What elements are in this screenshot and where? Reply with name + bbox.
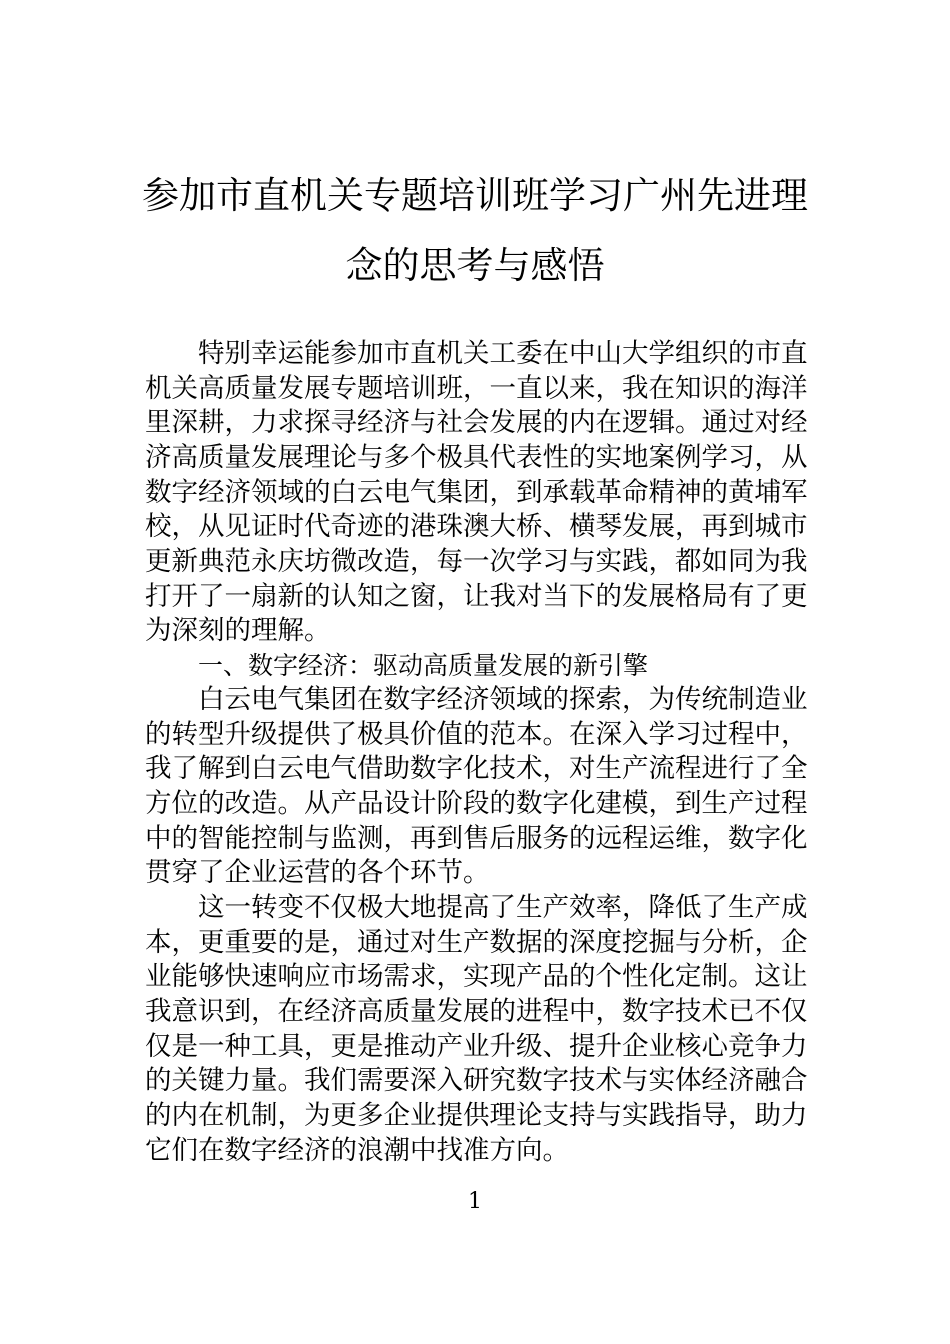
paragraph-2-line: 的转型升级提供了极具价值的范本。在深入学习过程中， — [145, 719, 808, 750]
paragraph-3-line: 它们在数字经济的浪潮中找准方向。 — [145, 1135, 569, 1166]
paragraph-2-line: 白云电气集团在数字经济领域的探索，为传统制造业 — [198, 684, 808, 715]
paragraph-1-line: 数字经济领域的白云电气集团，到承载革命精神的黄埔军 — [145, 477, 808, 508]
paragraph-1-line: 济高质量发展理论与多个极具代表性的实地案例学习，从 — [145, 442, 808, 473]
paragraph-3-line: 的关键力量。我们需要深入研究数字技术与实体经济融合 — [145, 1065, 808, 1096]
paragraph-1-line: 打开了一扇新的认知之窗，让我对当下的发展格局有了更 — [145, 581, 808, 612]
paragraph-2-line: 方位的改造。从产品设计阶段的数字化建模，到生产过程 — [145, 788, 808, 819]
paragraph-3-line: 的内在机制，为更多企业提供理论支持与实践指导，助力 — [145, 1100, 808, 1131]
paragraph-3-line: 这一转变不仅极大地提高了生产效率，降低了生产成 — [198, 892, 808, 923]
paragraph-1-line: 特别幸运能参加市直机关工委在中山大学组织的市直 — [198, 338, 808, 369]
paragraph-2-line: 贯穿了企业运营的各个环节。 — [145, 857, 490, 888]
document-title-line-1: 参加市直机关专题培训班学习广州先进理 — [142, 174, 808, 217]
paragraph-3-line: 我意识到，在经济高质量发展的进程中，数字技术已不仅 — [145, 996, 808, 1027]
paragraph-1-line: 机关高质量发展专题培训班，一直以来，我在知识的海洋 — [145, 373, 808, 404]
paragraph-1-line: 为深刻的理解。 — [145, 615, 331, 646]
section-heading: 一、数字经济：驱动高质量发展的新引擎 — [198, 651, 649, 680]
paragraph-3-line: 业能够快速响应市场需求，实现产品的个性化定制。这让 — [145, 961, 808, 992]
paragraph-2-line: 我了解到白云电气借助数字化技术，对生产流程进行了全 — [145, 753, 808, 784]
page-number: 1 — [468, 1189, 482, 1214]
document-title-line-2: 念的思考与感悟 — [345, 244, 605, 287]
paragraph-1-line: 校，从见证时代奇迹的港珠澳大桥、横琴发展，再到城市 — [145, 511, 808, 542]
paragraph-3-line: 仅是一种工具，更是推动产业升级、提升企业核心竞争力 — [145, 1031, 808, 1062]
paragraph-1-line: 更新典范永庆坊微改造，每一次学习与实践，都如同为我 — [145, 546, 808, 577]
paragraph-2-line: 中的智能控制与监测，再到售后服务的远程运维，数字化 — [145, 823, 808, 854]
paragraph-3-line: 本，更重要的是，通过对生产数据的深度挖掘与分析，企 — [145, 927, 808, 958]
paragraph-1-line: 里深耕，力求探寻经济与社会发展的内在逻辑。通过对经 — [145, 407, 808, 438]
